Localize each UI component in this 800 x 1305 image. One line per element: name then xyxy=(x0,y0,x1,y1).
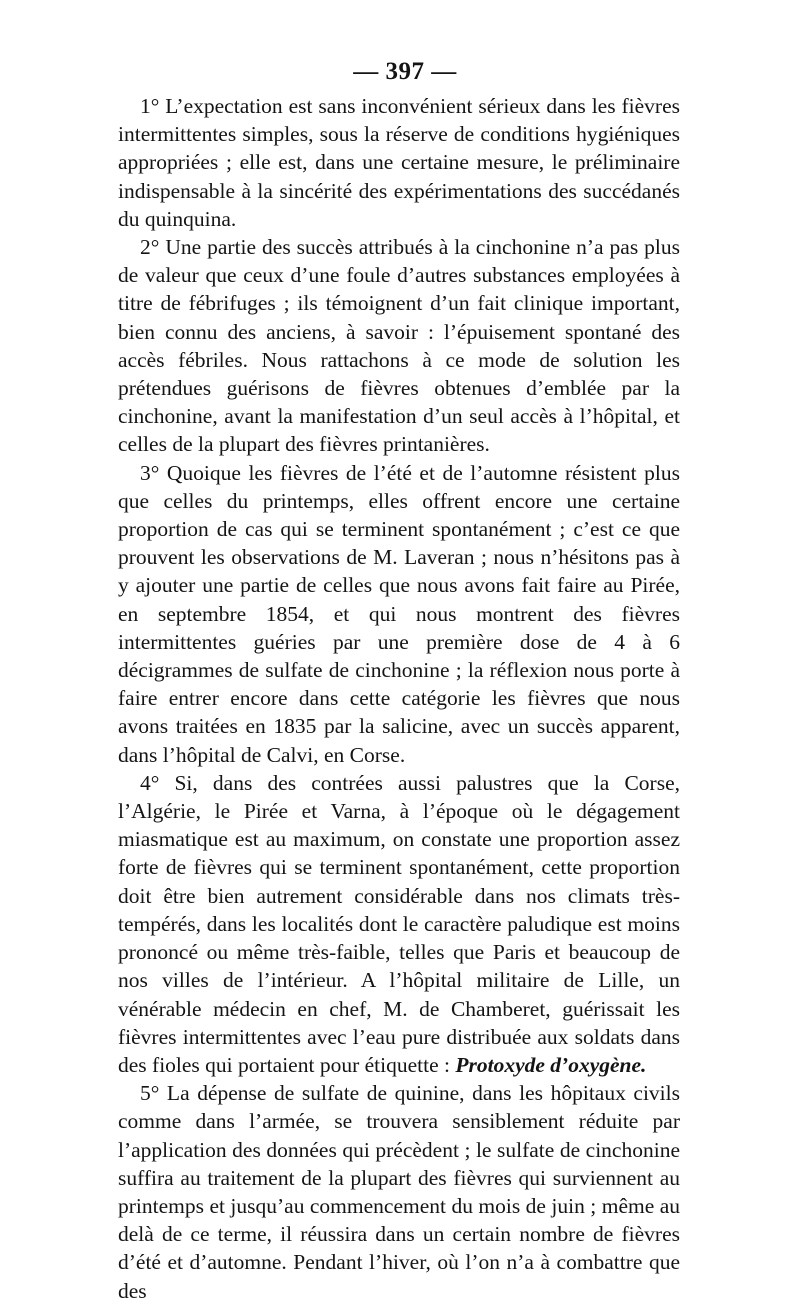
paragraph-5: 5° La dépense de sulfate de quinine, dans les hôpitaux civils comme dans l’armée, se trouvera sensiblement réduite par l’application des données qui précèdent ; le sulfate de cinchonine suffira au traitement de la plupart des fièvres qui surviennent au printemps et jusqu’au commencement du mois de juin ; même au delà de ce terme, il réussira dans un certain nombre de fièvres d’été et d’automne. Pendant l’hiver, où l’on n’a à combattre que des xyxy=(118,1081,680,1303)
body-text xyxy=(118,92,680,1305)
paragraph-3: 3° Quoique les fièvres de l’été et de l’automne résistent plus que celles du printemps, elles offrent encore une certaine proportion de cas qui se terminent spontanément ; c’est ce que prouvent les observations de M. Laveran ; nous n’hésitons pas à y ajouter une partie de celles que nous avons fait faire au Pirée, en septembre 1854, et qui nous montrent des fièvres intermittentes guéries par une première dose de 4 à 6 décigrammes de sulfate de cinchonine ; la réflexion nous porte à faire entrer encore dans cette catégorie les fièvres que nous avons traitées en 1835 par la salicine, avec un succès apparent, dans l’hôpital de Calvi, en Corse. xyxy=(118,460,680,767)
paragraph-4 xyxy=(118,769,680,1079)
page-number: — 397 — xyxy=(353,58,457,85)
paragraph-2: 2° Une partie des succès attribués à la cinchonine n’a pas plus de valeur que ceux d’une foule d’autres substances employées à titre de fébrifuges ; ils témoignent d’un fait clinique important, bien connu des anciens, à savoir : l’épuisement spontané des accès fébriles. Nous rattachons à ce mode de solution les prétendues guérisons de fièvres obtenues d’emblée par la cinchonine, avant la manifestation d’un seul accès à l’hôpital, et celles de la plupart des fièvres printanières. xyxy=(118,235,680,457)
paragraph-4-italic-label: Protoxyde d’oxygène. xyxy=(455,1052,647,1077)
paragraph-4-text: 4° Si, dans des contrées aussi palustres que la Corse, l’Algérie, le Pirée et Varna, à l’époque où le dégagement miasmatique est au maximum, on constate une proportion assez forte de fièvres qui se terminent spontanément, cette proportion doit être bien autrement considérable dans nos climats très-tempérés, dans les localités dont le caractère paludique est moins prononcé ou même très-faible, telles que Paris et beaucoup de nos villes de l’intérieur. A l’hôpital militaire de Lille, un vénérable médecin en chef, M. de Chamberet, guérissait les fièvres intermittentes avec l’eau pure distribuée aux soldats dans des fioles qui portaient pour étiquette : xyxy=(118,770,680,1077)
paragraph-1: 1° L’expectation est sans inconvénient sérieux dans les fièvres intermittentes simples, sous la réserve de conditions hygiéniques appropriées ; elle est, dans une certaine mesure, le préliminaire indispensable à la sincérité des expérimentations des succédanés du quinquina. xyxy=(118,94,680,231)
